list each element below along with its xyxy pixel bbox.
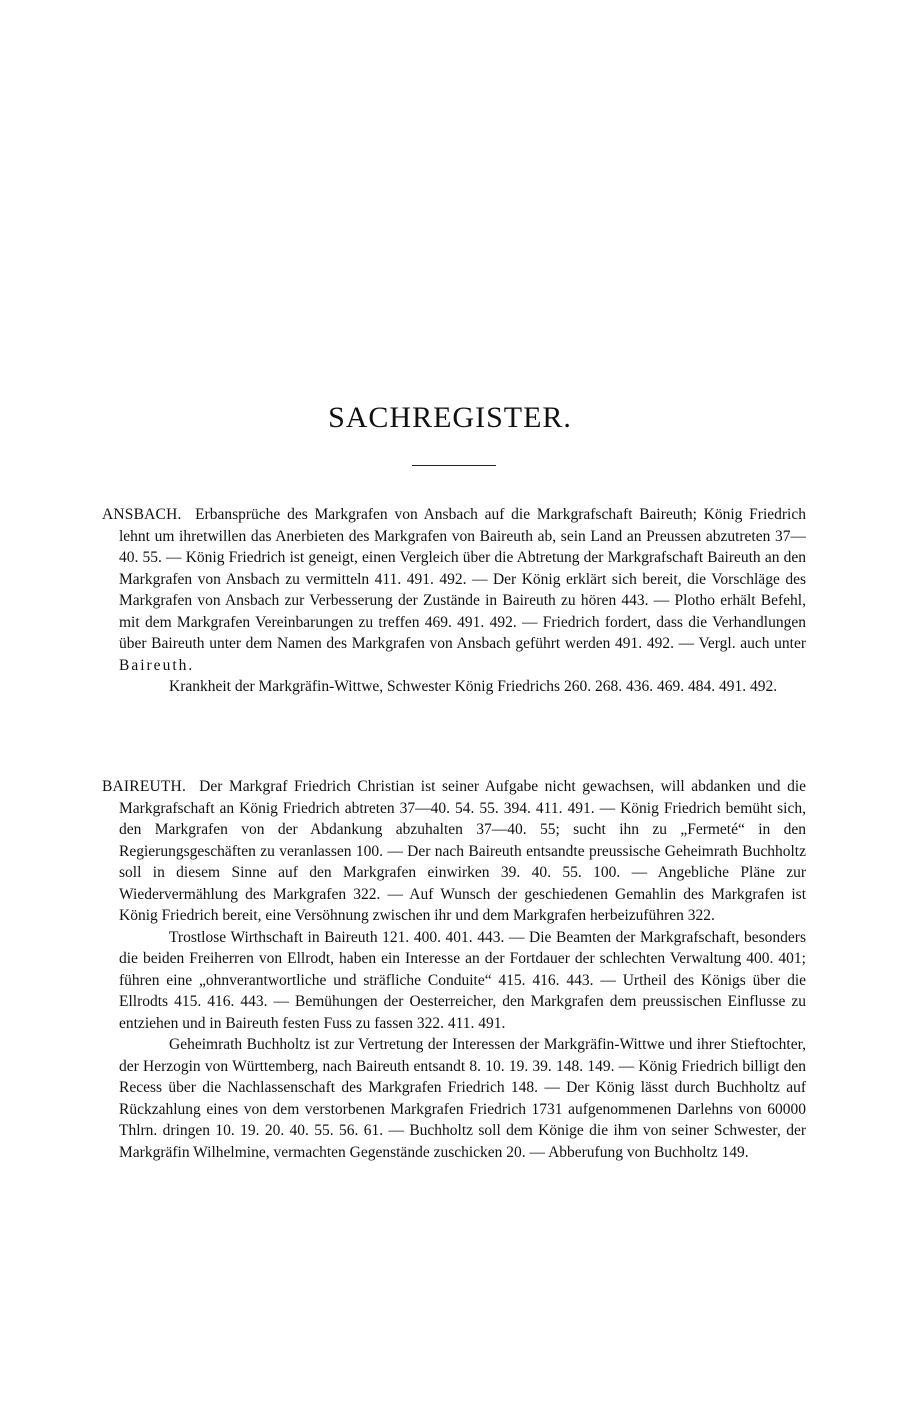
title-divider (412, 465, 496, 466)
index-entry-ansbach (102, 504, 806, 698)
entry-paragraph (102, 1034, 806, 1163)
entry-text: Trostlose Wirthschaft in Baireuth 121. 400. 401. 443. — Die Beamten der Markgrafschaft, besonders die beiden Freiherren von Ellrodt, haben ein Interesse an der Fortdauer der schlechten Verwaltung 400. 401; führen eine „ohnverantwortliche und sträfliche Conduite“ 415. 416. 443. — Urtheil des Königs über die Ellrodts 415. 416. 443. — Bemühungen der Oesterreicher, den Markgrafen dem preussischen Einflusse zu entziehen und in Baireuth festen Fuss zu fassen 322. 411. 491. (119, 928, 806, 1032)
index-entry-baireuth (102, 776, 806, 1163)
entry-paragraph (102, 776, 806, 927)
page-title: SACHREGISTER. (328, 401, 572, 434)
entry-paragraph (102, 504, 806, 676)
entry-heading: ANSBACH. (102, 506, 182, 523)
entry-text: Erbansprüche des Markgrafen von Ansbach auf die Markgrafschaft Baireuth; König Friedrich lehnt um ihretwillen das Anerbieten des Markgrafen von Baireuth ab, sein Land an Preussen abzutreten 37—40. 55. — König Friedrich ist geneigt, einen Vergleich über die Abtretung der Markgrafschaft Baireuth an den Markgrafen von Ansbach zu vermitteln 411. 491. 492. — Der König erklärt sich bereit, die Vorschläge des Markgrafen von Ansbach zur Verbesserung der Zustände in Baireuth zu hören 443. — Plotho erhält Befehl, mit dem Markgrafen Vereinbarungen zu treffen 469. 491. 492. — Friedrich fordert, dass die Verhandlungen über Baireuth unter dem Namen des Markgrafen von Ansbach geführt werden 491. 492. — Vergl. auch unter (119, 506, 806, 652)
entry-paragraph (102, 676, 806, 698)
entry-heading: BAIREUTH. (102, 778, 187, 795)
entry-paragraph (102, 927, 806, 1035)
cross-reference: Baireuth. (119, 656, 195, 674)
entry-text: Geheimrath Buchholtz ist zur Vertretung der Interessen der Markgräfin-Wittwe und ihrer Stieftochter, der Herzogin von Württemberg, nach Baireuth entsandt 8. 10. 19. 39. 148. 149. — König Friedrich billigt den Recess über die Nachlassenschaft des Markgrafen Friedrich 148. — Der König lässt durch Buchholtz auf Rückzahlung eines von dem verstorbenen Markgrafen Friedrich 1731 aufgenommenen Darlehns von 60000 Thlrn. dringen 10. 19. 20. 40. 55. 56. 61. — Buchholtz soll dem Könige die ihm von seiner Schwester, der Markgräfin Wilhelmine, vermachten Gegenstände zuschicken 20. — Abberufung von Buchholtz 149. (119, 1036, 806, 1161)
entry-text: Krankheit der Markgräfin-Wittwe, Schwester König Friedrichs 260. 268. 436. 469. 484. 491. 492. (169, 678, 778, 695)
entry-text: Der Markgraf Friedrich Christian ist seiner Aufgabe nicht gewachsen, will abdanken und die Markgrafschaft an König Friedrich abtreten 37—40. 54. 55. 394. 411. 491. — König Friedrich bemüht sich, den Markgrafen von der Abdankung abzuhalten 37—40. 55; sucht ihn zu „Fermeté“ in den Regierungsgeschäften zu veranlassen 100. — Der nach Baireuth entsandte preussische Geheimrath Buchholtz soll in diesem Sinne auf den Markgrafen einwirken 39. 40. 55. 100. — Angebliche Pläne zur Wiedervermählung des Markgrafen 322. — Auf Wunsch der geschiedenen Gemahlin des Markgrafen ist König Friedrich bereit, eine Versöhnung zwischen ihr und dem Markgrafen herbeizuführen 322. (119, 778, 806, 924)
